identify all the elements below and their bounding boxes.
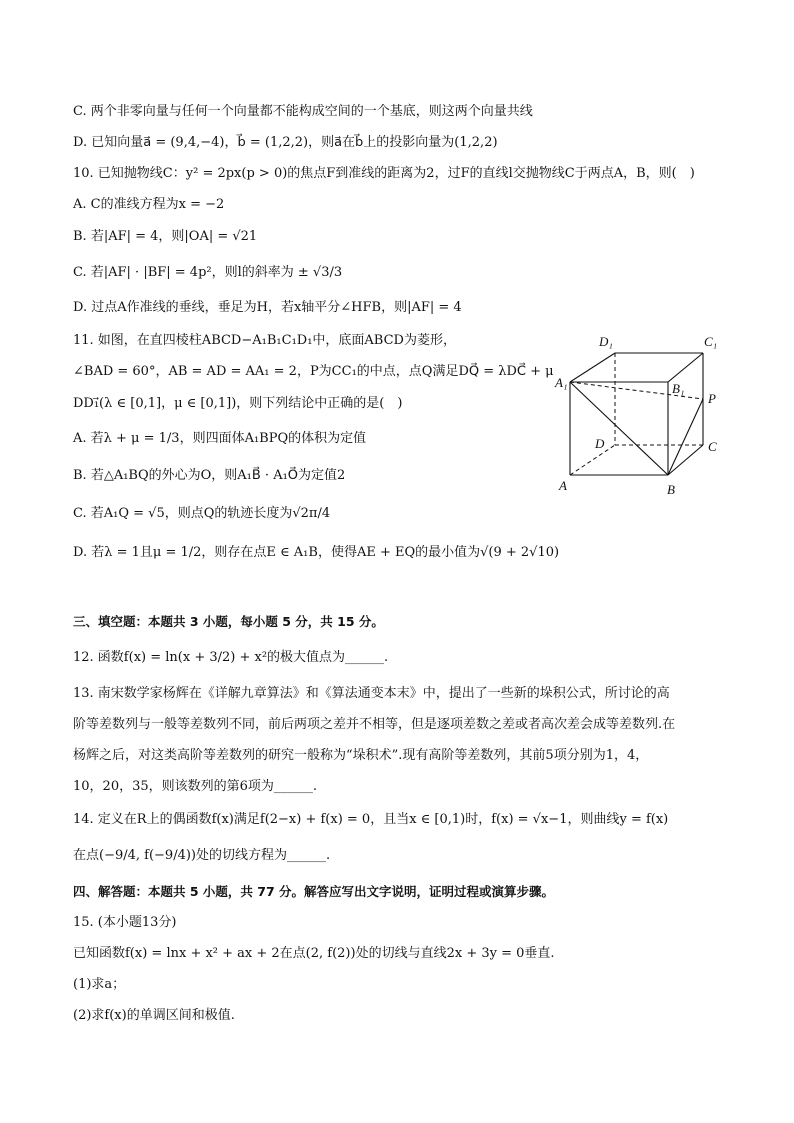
option-9d: D. 已知向量a⃗ = (9,4,−4)，b⃗ = (1,2,2)，则a⃗在b⃗上的投影向量为(1,2,2)	[73, 135, 498, 150]
question-11-stem-line2: ∠BAD = 60°，AB = AD = AA₁ = 2，P为CC₁的中点，点Q满足DQ⃗ = λDC⃗ + μ	[73, 364, 554, 379]
question-15-part1: (1)求a；	[73, 977, 126, 992]
option-10d: D. 过点A作准线的垂线，垂足为H，若x轴平分∠HFB，则|AF| = 4	[73, 300, 462, 315]
label-b: B	[667, 482, 675, 497]
question-13-line4: 10，20，35，则该数列的第6项为______.	[73, 779, 318, 794]
question-11-stem-line1: 11. 如图，在直四棱柱ABCD−A₁B₁C₁D₁中，底面ABCD为菱形，	[73, 333, 456, 348]
question-14-line2: 在点(−9/4, f(−9/4))处的切线方程为______.	[73, 848, 331, 863]
question-14-line1: 14. 定义在R上的偶函数f(x)满足f(2−x) + f(x) = 0，且当x ∈ [0,1)时，f(x) = √x−1，则曲线y = f(x)	[73, 812, 669, 827]
segment-bp	[668, 399, 703, 475]
label-c1: C₁	[704, 334, 718, 349]
option-10c: C. 若|AF| · |BF| = 4p²，则l的斜率为 ± √3/3	[73, 265, 343, 280]
question-15-part2: (2)求f(x)的单调区间和极值.	[73, 1008, 235, 1023]
prism-diagram	[553, 327, 733, 502]
option-11a: A. 若λ + μ = 1/3，则四面体A₁BPQ的体积为定值	[73, 431, 367, 446]
option-11d: D. 若λ = 1且μ = 1/2，则存在点E ∈ A₁B，使得AE + EQ的最小值为√(9 + 2√10)	[73, 545, 560, 560]
option-11b: B. 若△A₁BQ的外心为O，则A₁B⃗ · A₁O⃗为定值2	[73, 468, 346, 483]
edge-bc	[668, 445, 703, 475]
segment-a1b	[570, 382, 668, 475]
option-10b: B. 若|AF| = 4，则|OA| = √21	[73, 229, 258, 244]
question-13-line3: 杨辉之后，对这类高阶等差数列的研究一般称为“垛积术”.现有高阶等差数列，其前5项分别为1，4，	[73, 748, 649, 763]
prism-figure	[553, 327, 733, 502]
label-d1: D₁	[599, 334, 613, 349]
edge-a1d1	[570, 353, 615, 382]
label-b1: B₁	[672, 381, 685, 396]
question-10-stem: 10. 已知抛物线C：y² = 2px(p > 0)的焦点F到准线的距离为2，过F的直线l交抛物线C于两点A，B，则( )	[73, 166, 695, 181]
option-9c: C. 两个非零向量与任何一个向量都不能构成空间的一个基底，则这两个向量共线	[73, 104, 533, 119]
question-15-heading: 15. (本小题13分)	[73, 915, 177, 930]
label-c: C	[708, 439, 717, 454]
question-11-stem-line3: DD₁⃗(λ ∈ [0,1]，μ ∈ [0,1])，则下列结论中正确的是( )	[73, 396, 403, 411]
option-11c: C. 若A₁Q = √5，则点Q的轨迹长度为√2π/4	[73, 506, 331, 521]
label-p: P	[708, 391, 716, 406]
label-a1: A₁	[555, 375, 568, 390]
question-13-line1: 13. 南宋数学家杨辉在《详解九章算法》和《算法通变本末》中，提出了一些新的垛积公式，所讨论的高	[73, 686, 670, 701]
section-3-heading: 三、填空题：本题共 3 小题，每小题 5 分，共 15 分。	[73, 614, 384, 629]
question-13-line2: 阶等差数列与一般等差数列不同，前后两项之差并不相等，但是逐项差数之差或者高次差会成等差数列.在	[73, 717, 676, 732]
edge-ad-hidden	[570, 445, 615, 475]
section-4-heading: 四、解答题：本题共 5 小题，共 77 分。解答应写出文字说明，证明过程或演算步骤。	[73, 884, 555, 899]
label-d: D	[595, 436, 605, 451]
label-a: A	[559, 478, 567, 493]
question-15-stem: 已知函数f(x) = lnx + x² + ax + 2在点(2, f(2))处的切线与直线2x + 3y = 0垂直.	[73, 946, 555, 961]
question-12: 12. 函数f(x) = ln(x + 3/2) + x²的极大值点为______.	[73, 650, 389, 665]
edge-b1c1	[668, 353, 703, 382]
option-10a: A. C的准线方程为x = −2	[73, 197, 225, 212]
